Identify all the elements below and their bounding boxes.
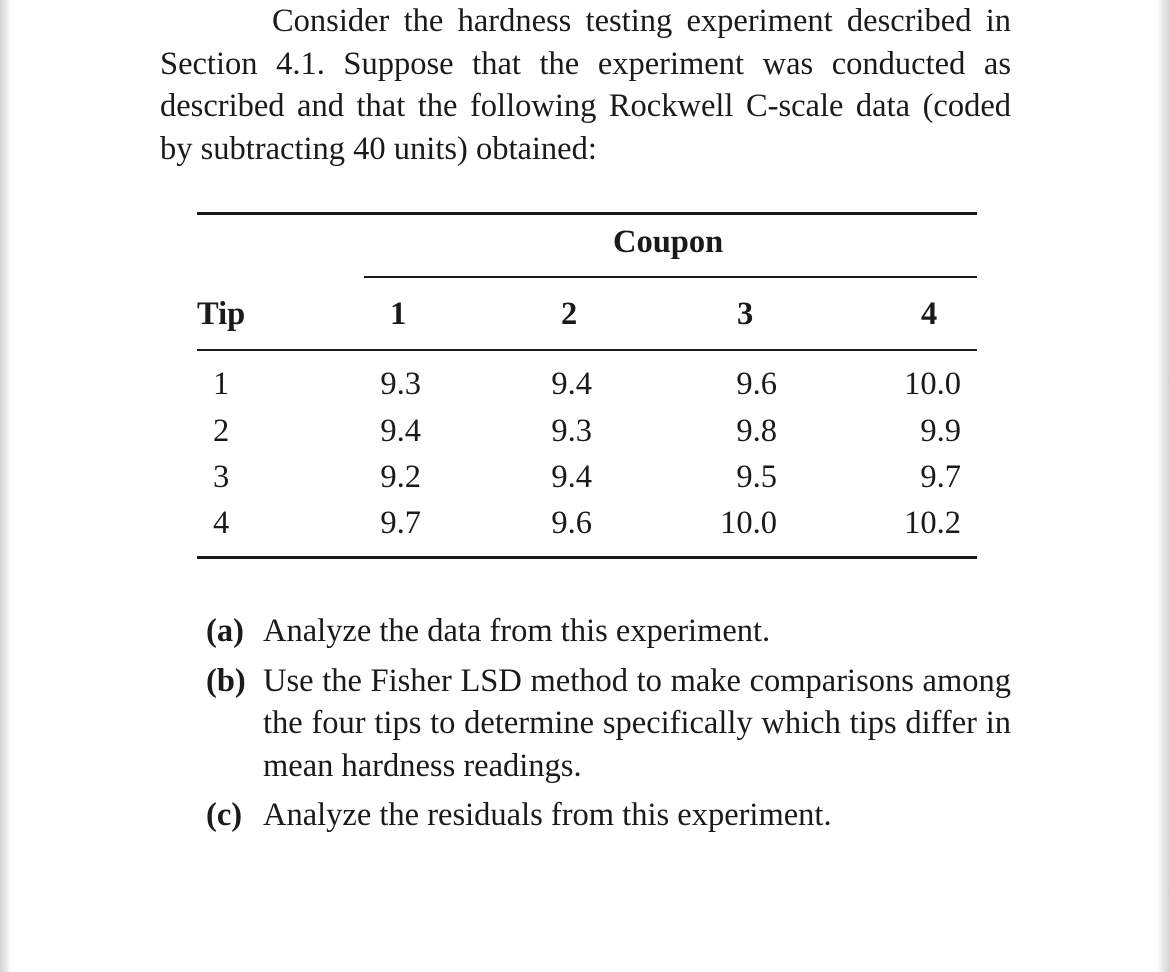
table-cell: 9.6: [551, 505, 592, 541]
page-edge-right: [1158, 0, 1170, 972]
coupon-header-rule: [364, 276, 977, 278]
table-cell: 9.3: [380, 366, 421, 402]
table-cell: 9.2: [380, 459, 421, 495]
table-top-rule: [197, 212, 977, 215]
tip-label: 3: [213, 459, 230, 495]
table-bottom-rule: [197, 556, 977, 559]
coupon-column-header-4: 4: [921, 296, 938, 332]
table-cell: 9.6: [736, 366, 777, 402]
question-text: Analyze the residuals from this experiment.: [263, 797, 832, 833]
table-cell: 10.2: [904, 505, 961, 541]
tip-label: 4: [213, 505, 230, 541]
question-label: (b): [206, 662, 246, 699]
table-cell: 10.0: [904, 366, 961, 402]
question-label: (c): [206, 797, 243, 833]
question-list: [206, 610, 1011, 844]
problem-intro: Consider the hardness testing experiment described in Section 4.1. Suppose that the experiment was conducted as described and that the following Rockwell C-scale data (coded by subtracting 40 units) obtained:: [160, 3, 1011, 167]
question-label: (a): [206, 613, 244, 649]
coupon-column-header-2: 2: [561, 296, 578, 332]
question-b: [206, 660, 1011, 788]
coupon-column-header-3: 3: [737, 296, 754, 332]
tip-label: 2: [213, 413, 230, 449]
question-c: [206, 794, 1011, 837]
table-cell: 9.8: [736, 413, 777, 449]
table-cell: 9.4: [380, 413, 421, 449]
table-cell: 9.5: [736, 459, 777, 495]
question-text: Use the Fisher LSD method to make comparisons among the four tips to determine specifically which tips differ in mean hardness readings.: [263, 662, 1011, 784]
question-text: Analyze the data from this experiment.: [263, 613, 771, 649]
table-cell: 9.3: [551, 413, 592, 449]
table-cell: 9.9: [920, 413, 961, 449]
table-header-rule: [197, 349, 977, 351]
tip-label: 1: [213, 366, 230, 402]
hardness-data-table: [197, 212, 977, 560]
tip-column-header: Tip: [197, 296, 246, 332]
table-cell: 9.4: [551, 366, 592, 402]
table-cell: 9.7: [380, 505, 421, 541]
coupon-column-header-1: 1: [390, 296, 407, 332]
question-a: [206, 610, 1011, 653]
table-cell: 9.4: [551, 459, 592, 495]
coupon-group-header: Coupon: [613, 224, 724, 260]
table-cell: 9.7: [920, 459, 961, 495]
page-edge-left: [0, 0, 10, 972]
table-cell: 10.0: [720, 505, 777, 541]
